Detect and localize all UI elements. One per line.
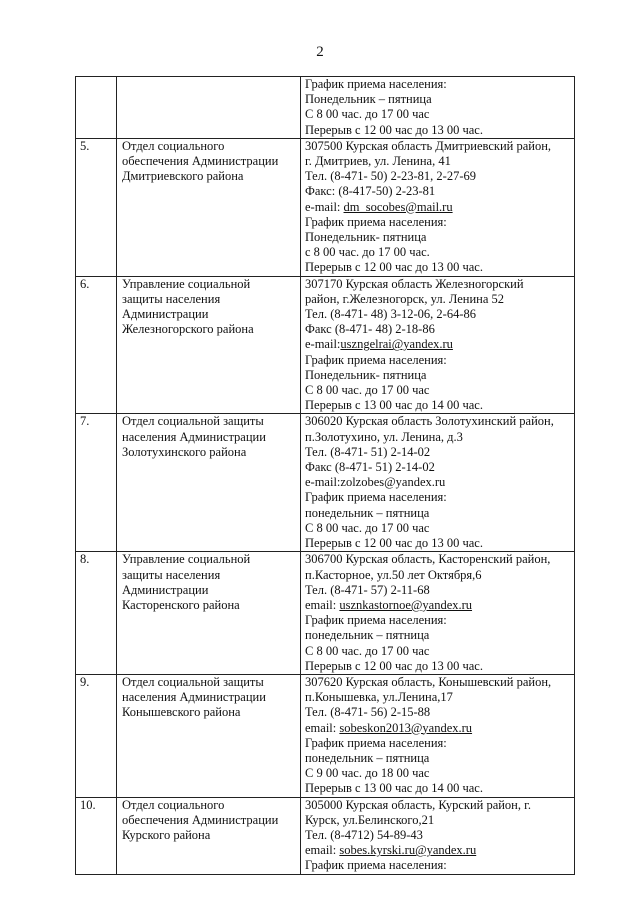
email-link[interactable]: sobeskon2013@yandex.ru	[339, 720, 473, 735]
contact-info-line: Курск, ул.Белинского,21	[305, 812, 435, 827]
row-number: 6.	[76, 276, 117, 414]
email-label: e-mail:	[305, 199, 344, 214]
contact-info-line: 307620 Курская область, Конышевский район,	[305, 674, 552, 689]
contact-info-line: Факс (8-471- 48) 2-18-86	[305, 322, 435, 337]
offices-table	[75, 76, 575, 875]
email-label: email:	[305, 843, 340, 858]
contact-info-line: График приема населения:	[305, 490, 447, 505]
office-name-line: населения Администрации	[122, 690, 266, 705]
contact-info-line: График приема населения:	[305, 858, 447, 873]
email-link[interactable]: sobes.kyrski.ru@yandex.ru	[339, 843, 477, 858]
contact-info-line: Тел. (8-471- 57) 2-11-68	[305, 582, 430, 597]
row-number: 5.	[76, 138, 117, 276]
row-number: 7.	[76, 414, 117, 552]
contact-info-line: С 8 00 час. до 17 00 час	[305, 520, 430, 535]
email-link[interactable]: uszngelrai@yandex.ru	[340, 337, 453, 352]
table-body	[76, 77, 575, 875]
contact-info-line	[305, 200, 574, 215]
row-number: 9.	[76, 674, 117, 797]
office-name-cell	[117, 797, 301, 874]
contact-info-line: Факс: (8-417-50) 2-23-81	[305, 184, 436, 199]
contact-info-line: Перерыв с 12 00 час до 13 00 час.	[305, 260, 483, 275]
contact-info-line: Тел. (8-4712) 54-89-43	[305, 827, 423, 842]
office-name-cell	[117, 674, 301, 797]
office-name-line: Администрации	[122, 582, 209, 597]
contact-info-cell	[301, 797, 575, 874]
contact-info-line: понедельник – пятница	[305, 750, 430, 765]
table-row	[76, 797, 575, 874]
contact-info-line: e-mail:zolzobes@yandex.ru	[305, 475, 446, 490]
contact-info-line: Перерыв с 13 00 час до 14 00 час.	[305, 781, 483, 796]
contact-info-line	[305, 843, 574, 858]
contact-info-cell	[301, 276, 575, 414]
contact-info-line	[305, 598, 574, 613]
contact-info-line: Перерыв с 12 00 час до 13 00 час.	[305, 122, 483, 137]
contact-info-line: С 8 00 час. до 17 00 час	[305, 383, 430, 398]
contact-info-line: График приема населения:	[305, 613, 447, 628]
contact-info-line: 305000 Курская область, Курский район, г.	[305, 797, 531, 812]
contact-info-line: Факс (8-471- 51) 2-14-02	[305, 460, 435, 475]
office-name-line: защиты населения	[122, 567, 221, 582]
contact-info-line: Тел. (8-471- 48) 3-12-06, 2-64-86	[305, 307, 476, 322]
contact-info-line: Понедельник- пятница	[305, 367, 427, 382]
contact-info-cell	[301, 552, 575, 675]
contact-info-line: Перерыв с 13 00 час до 14 00 час.	[305, 398, 483, 413]
office-name-cell	[117, 552, 301, 675]
contact-info-line: С 8 00 час. до 17 00 час	[305, 107, 430, 122]
contact-info-line: п.Касторное, ул.50 лет Октября,6	[305, 567, 482, 582]
table-row	[76, 552, 575, 675]
office-name-line: Отдел социального	[122, 797, 225, 812]
email-label: email:	[305, 720, 340, 735]
contact-info-line: График приема населения:	[305, 352, 447, 367]
contact-info-line: 306700 Курская область, Касторенский район,	[305, 552, 551, 567]
row-number: 10.	[76, 797, 117, 874]
office-name-line: Конышевского района	[122, 705, 241, 720]
contact-info-line	[305, 721, 574, 736]
contact-info-line: 307170 Курская область Железногорский	[305, 276, 524, 291]
contact-info-line: район, г.Железногорск, ул. Ленина 52	[305, 291, 505, 306]
page-number: 2	[316, 44, 324, 60]
contact-info-line: Понедельник – пятница	[305, 92, 432, 107]
email-link[interactable]: usznkastornoe@yandex.ru	[339, 597, 473, 612]
office-name-cell	[117, 138, 301, 276]
row-number: 8.	[76, 552, 117, 675]
office-name-line: населения Администрации	[122, 429, 266, 444]
office-name-line: Управление социальной	[122, 276, 251, 291]
office-name-line: Администрации	[122, 307, 209, 322]
table-row	[76, 674, 575, 797]
contact-info-cell	[301, 414, 575, 552]
contact-info-line: г. Дмитриев, ул. Ленина, 41	[305, 154, 451, 169]
email-label: email:	[305, 597, 340, 612]
contact-info-line: 307500 Курская область Дмитриевский район,	[305, 138, 552, 153]
table-row	[76, 276, 575, 414]
contact-info-line: понедельник – пятница	[305, 628, 430, 643]
contact-info-line: п.Золотухино, ул. Ленина, д.3	[305, 429, 463, 444]
contact-info-line: 306020 Курская область Золотухинский район,	[305, 414, 554, 429]
contact-info-cell	[301, 138, 575, 276]
contact-info-line	[305, 337, 574, 352]
office-name-cell	[117, 77, 301, 139]
office-name-line: защиты населения	[122, 291, 221, 306]
contact-info-line: С 9 00 час. до 18 00 час	[305, 766, 430, 781]
office-name-line: обеспечения Администрации	[122, 812, 279, 827]
contact-info-line: Перерыв с 12 00 час до 13 00 час.	[305, 536, 483, 551]
table-row	[76, 77, 575, 139]
office-name-line: Отдел социальной защиты	[122, 674, 264, 689]
contact-info-line: Перерыв с 12 00 час до 13 00 час.	[305, 658, 483, 673]
office-name-line: Управление социальной	[122, 552, 251, 567]
contact-info-line: п.Конышевка, ул.Ленина,17	[305, 690, 453, 705]
contact-info-line: Тел. (8-471- 51) 2-14-02	[305, 444, 431, 459]
office-name-cell	[117, 276, 301, 414]
row-number	[76, 77, 117, 139]
contact-info-line: с 8 00 час. до 17 00 час.	[305, 245, 430, 260]
office-name-line: Курского района	[122, 827, 211, 842]
contact-info-line: График приема населения:	[305, 214, 447, 229]
office-name-line: Дмитриевского района	[122, 169, 244, 184]
table-row	[76, 414, 575, 552]
office-name-line: Касторенского района	[122, 597, 240, 612]
office-name-cell	[117, 414, 301, 552]
email-label: e-mail:	[305, 337, 341, 352]
email-link[interactable]: dm_socobes@mail.ru	[343, 199, 453, 214]
office-name-line: Золотухинского района	[122, 444, 247, 459]
contact-info-line: Тел. (8-471- 50) 2-23-81, 2-27-69	[305, 169, 476, 184]
office-name-line: обеспечения Администрации	[122, 154, 279, 169]
office-name-line: Железногорского района	[122, 322, 254, 337]
contact-info-line: График приема населения:	[305, 77, 447, 91]
contact-info-cell	[301, 77, 575, 139]
contact-info-line: понедельник – пятница	[305, 505, 430, 520]
contact-info-cell	[301, 674, 575, 797]
office-name-line: Отдел социальной защиты	[122, 414, 264, 429]
table-row	[76, 138, 575, 276]
contact-info-line: С 8 00 час. до 17 00 час	[305, 643, 430, 658]
contact-info-line: Понедельник- пятница	[305, 230, 427, 245]
contact-info-line: График приема населения:	[305, 735, 447, 750]
contact-info-line: Тел. (8-471- 56) 2-15-88	[305, 705, 431, 720]
office-name-line: Отдел социального	[122, 138, 225, 153]
